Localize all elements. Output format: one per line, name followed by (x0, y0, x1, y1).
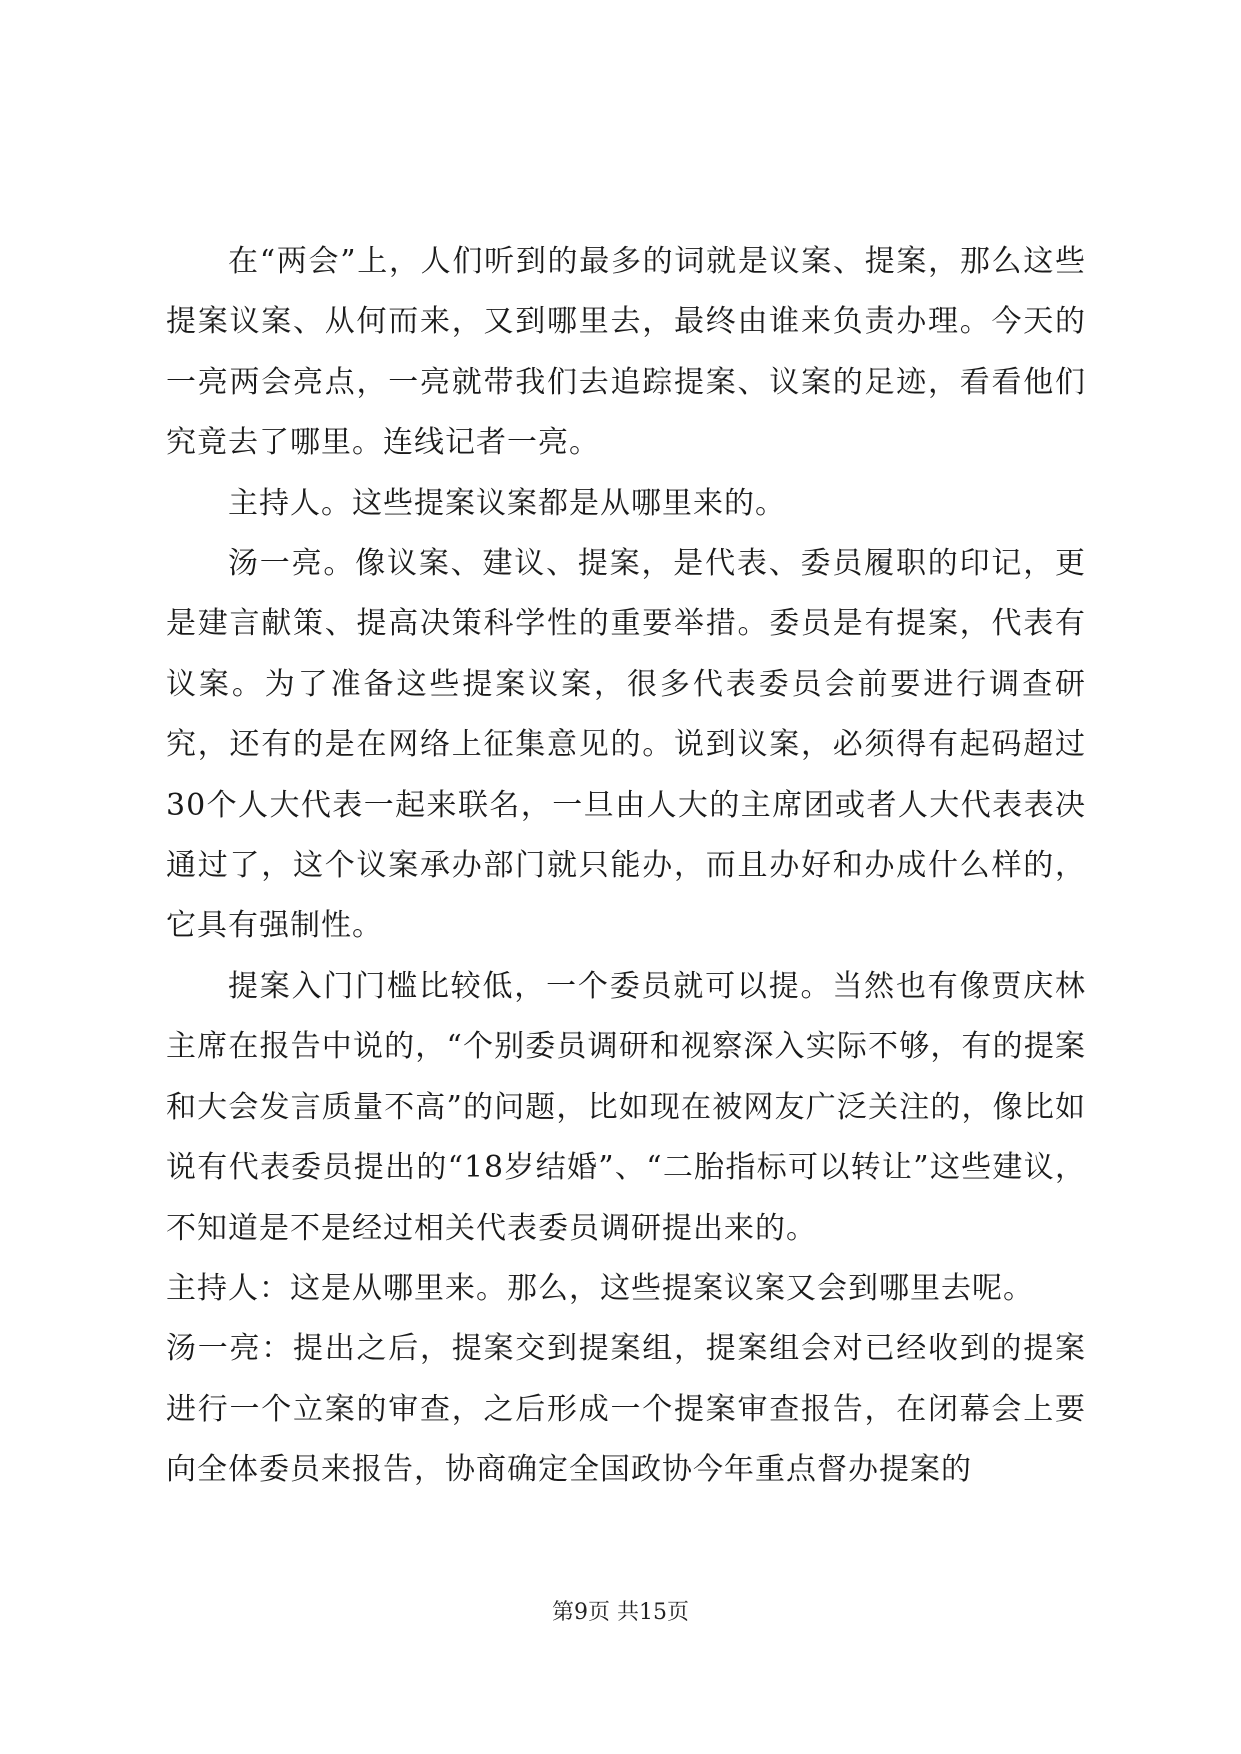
paragraph: 在“两会”上，人们听到的最多的词就是议案、提案，那么这些提案议案、从何而来，又到哪里去，最终由谁来负责办理。今天的一亮两会亮点，一亮就带我们去追踪提案、议案的足迹，看看他们究竟去了哪里。连线记者一亮。 (166, 244, 1086, 461)
paragraph: 主持人：这是从哪里来。那么，这些提案议案又会到哪里去呢。 (166, 1270, 1034, 1306)
paragraph: 提案入门门槛比较低，一个委员就可以提。当然也有像贾庆林主席在报告中说的，“个别委员调研和视察深入实际不够，有的提案和大会发言质量不高”的问题，比如现在被网友广泛关注的，像比如说有代表委员提出的“18岁结婚”、“二胎指标可以转让”这些建议，不知道是不是经过相关代表委员调研提出来的。 (166, 968, 1086, 1246)
paragraph: 汤一亮：提出之后，提案交到提案组，提案组会对已经收到的提案进行一个立案的审查，之后形成一个提案审查报告，在闭幕会上要向全体委员来报告，协商确定全国政协今年重点督办提案的 (166, 1331, 1086, 1488)
document-body (166, 232, 1086, 1501)
page-number-footer: 第9页 共15页 (552, 1600, 689, 1625)
paragraph: 汤一亮。像议案、建议、提案，是代表、委员履职的印记，更是建言献策、提高决策科学性的重要举措。委员是有提案，代表有议案。为了准备这些提案议案，很多代表委员会前要进行调查研究，还有的是在网络上征集意见的。说到议案，必须得有起码超过30个人大代表一起来联名，一旦由人大的主席团或者人大代表表决通过了，这个议案承办部门就只能办，而且办好和办成什么样的，它具有强制性。 (166, 546, 1086, 944)
paragraph: 主持人。这些提案议案都是从哪里来的。 (228, 485, 786, 521)
